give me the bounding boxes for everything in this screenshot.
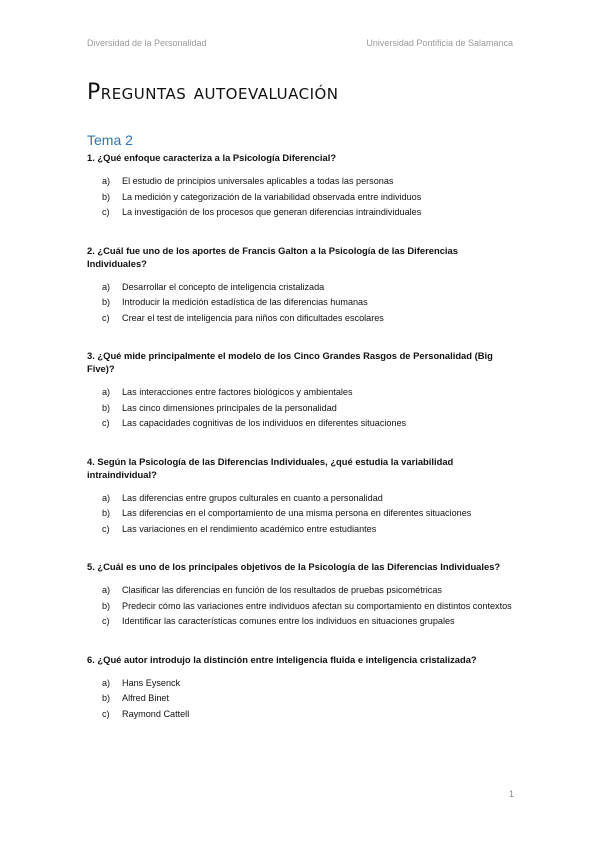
question-block [87,653,517,723]
question-text: 5. ¿Cuál es uno de los principales objetivos de la Psicología de las Diferencias Individuales? [87,561,501,572]
answer-option [87,506,517,522]
question-list [87,151,517,745]
question-block [87,560,517,630]
question-text: 3. ¿Qué mide principalmente el modelo de los Cinco Grandes Rasgos de Personalidad (Big Five)? [87,350,493,374]
option-text: Raymond Cattell [122,708,190,719]
option-text: Introducir la medición estadística de las diferencias humanas [122,297,368,307]
option-text: La medición y categorización de la variabilidad observada entre individuos [122,191,422,202]
question-block [87,349,517,432]
option-letter: a) [102,387,111,397]
option-letter: a) [102,281,111,292]
option-letter: c) [102,708,110,719]
page-number: 1 [509,789,515,799]
answer-option [87,676,517,692]
answer-option [87,385,517,401]
option-letter: a) [102,492,111,503]
question-text: 2. ¿Cuál fue uno de los aportes de Francis Galton a la Psicología de las Diferencias Individuales? [87,244,458,269]
page-title: Preguntas autoevaluación [87,80,339,105]
answer-option [87,205,517,221]
answer-option [87,491,517,507]
option-letter: b) [102,297,111,307]
answer-options [87,385,517,432]
header-course-title: Diversidad de la Personalidad [87,38,207,48]
answer-option [87,522,517,538]
question-text: 1. ¿Qué enfoque caracteriza a la Psicología Diferencial? [87,152,337,163]
option-text: Las variaciones en el rendimiento académico entre estudiantes [122,523,377,534]
option-letter: c) [102,207,110,217]
page-header [87,38,513,50]
answer-options [87,174,517,221]
option-text: Hans Eysenck [122,677,181,688]
answer-options [87,583,517,630]
question-block [87,455,517,538]
answer-options [87,676,517,723]
question-text: 4. Según la Psicología de las Diferencias Individuales, ¿qué estudia la variabilidad intraindividual? [87,455,454,480]
answer-option [87,174,517,190]
option-letter: c) [102,523,110,534]
option-letter: a) [102,585,111,595]
option-text: Las interacciones entre factores biológicos y ambientales [122,387,353,397]
header-university: Universidad Pontificia de Salamanca [366,38,513,48]
option-letter: b) [102,402,111,413]
section-heading: Tema 2 [87,132,133,148]
option-letter: b) [102,508,111,518]
option-text: Identificar las características comunes entre los individuos en situaciones grupales [122,616,455,626]
option-letter: b) [102,693,111,703]
option-text: Las diferencias entre grupos culturales en cuanto a personalidad [122,492,383,503]
answer-option [87,599,517,615]
option-letter: c) [102,312,110,323]
option-text: Alfred Binet [122,693,170,703]
question-text: 6. ¿Qué autor introdujo la distinción entre inteligencia fluida e inteligencia cristalizada? [87,653,477,665]
option-text: Predecir cómo las variaciones entre individuos afectan su comportamiento en distintos contextos [122,600,512,611]
question-block [87,244,517,327]
option-text: Las cinco dimensiones principales de la personalidad [122,402,337,413]
answer-option [87,583,517,599]
question-block [87,151,517,221]
answer-option [87,416,517,432]
option-text: Las capacidades cognitivas de los individuos en diferentes situaciones [122,418,407,428]
option-letter: c) [102,418,110,428]
option-text: La investigación de los procesos que generan diferencias intraindividuales [122,207,422,217]
option-letter: a) [102,176,111,186]
answer-options [87,280,517,327]
option-letter: c) [102,616,110,626]
option-text: Desarrollar el concepto de inteligencia cristalizada [122,281,325,292]
answer-option [87,707,517,723]
option-letter: b) [102,191,111,202]
option-text: Crear el test de inteligencia para niños con dificultades escolares [122,312,384,323]
answer-option [87,190,517,206]
answer-option [87,280,517,296]
option-letter: a) [102,677,111,688]
answer-options [87,491,517,538]
answer-option [87,401,517,417]
answer-option [87,691,517,707]
option-text: El estudio de principios universales aplicables a todas las personas [122,176,394,186]
option-text: Las diferencias en el comportamiento de una misma persona en diferentes situaciones [122,508,472,518]
option-letter: b) [102,600,111,611]
answer-option [87,311,517,327]
answer-option [87,295,517,311]
answer-option [87,614,517,630]
option-text: Clasificar las diferencias en función de los resultados de pruebas psicométricas [122,585,442,595]
